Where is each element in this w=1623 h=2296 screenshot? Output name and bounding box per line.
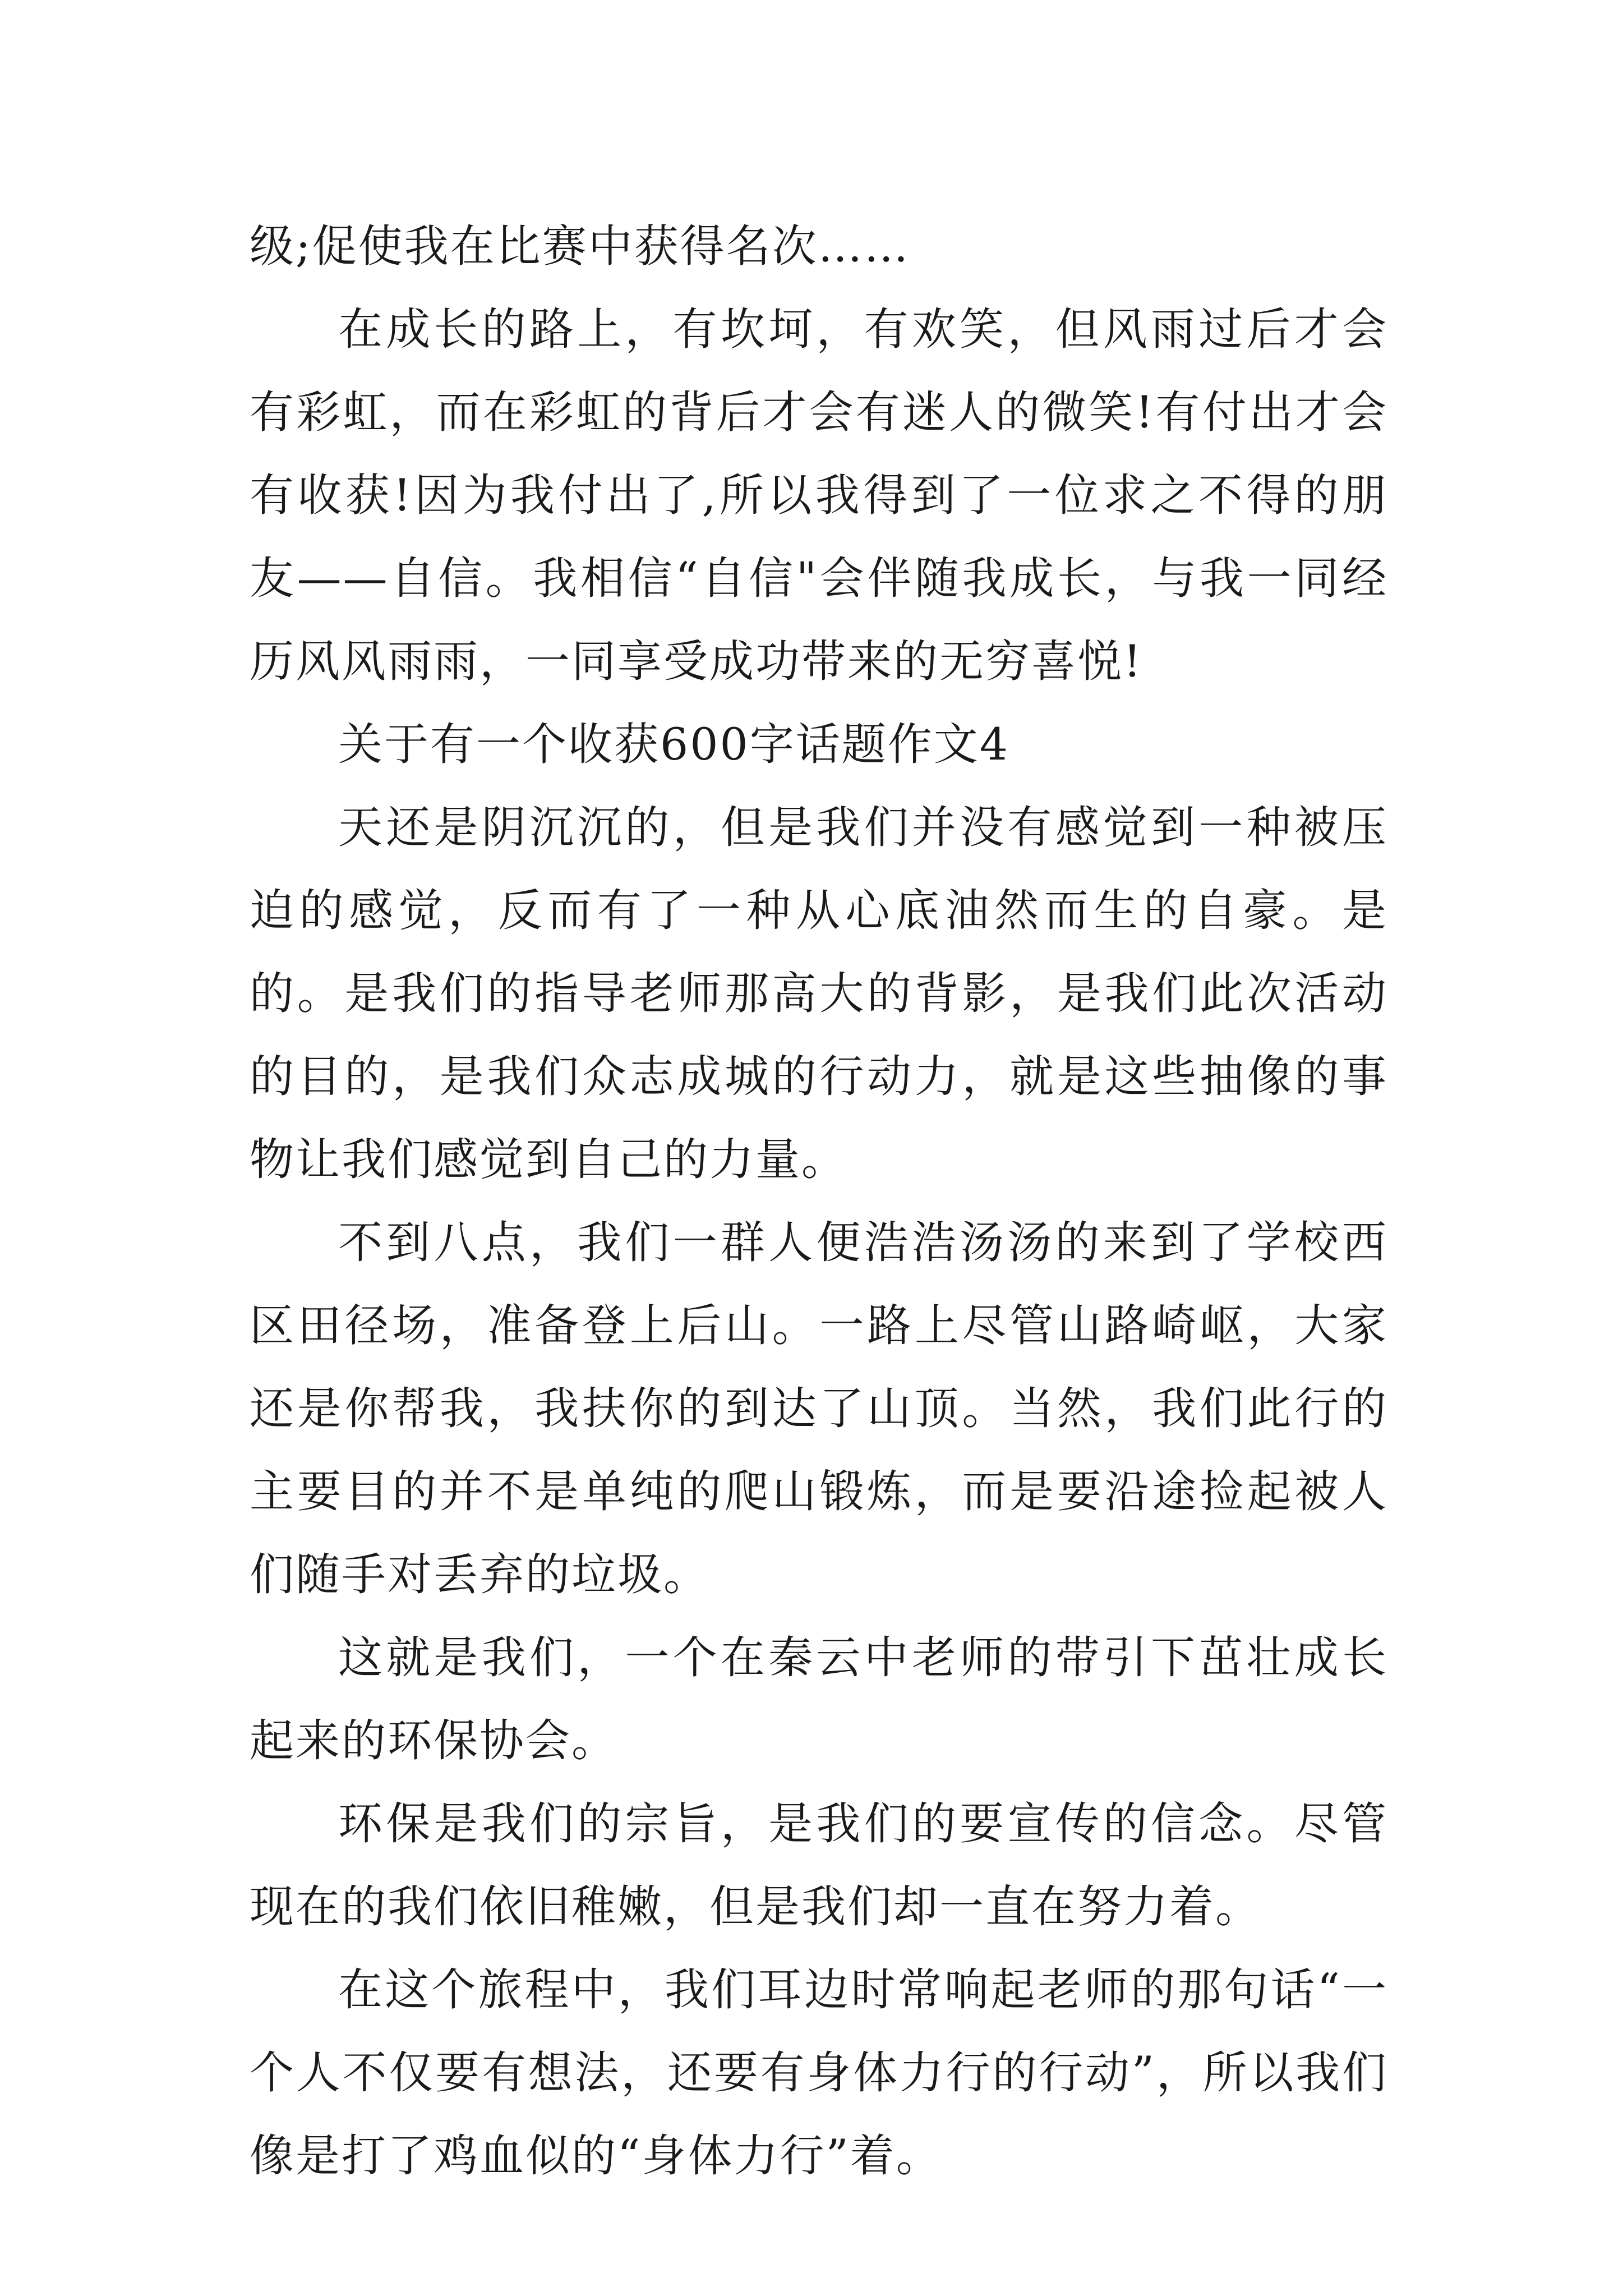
document-body bbox=[250, 205, 1388, 2197]
paragraph-purpose: 环保是我们的宗旨，是我们的要宣传的信念。尽管现在的我们依旧稚嫩，但是我们却一直在努力着。 bbox=[250, 1798, 1388, 1932]
paragraph-continuation: 级;促使我在比赛中获得名次…… bbox=[250, 220, 910, 272]
section-heading: 关于有一个收获600字话题作文4 bbox=[338, 719, 1010, 770]
paragraph-environmental-association: 这就是我们，一个在秦云中老师的带引下茁壮成长起来的环保协会。 bbox=[250, 1632, 1388, 1766]
paragraph-climbing-hill: 不到八点，我们一群人便浩浩汤汤的来到了学校西区田径场，准备登上后山。一路上尽管山路崎岖，大家还是你帮我，我扶你的到达了山顶。当然，我们此行的主要目的并不是单纯的爬山锻炼，而是要沿途捡起被人们随手对丢弃的垃圾。 bbox=[250, 1217, 1388, 1600]
paragraph-growth-rainbow: 在成长的路上，有坎坷，有欢笑，但风雨过后才会有彩虹，而在彩虹的背后才会有迷人的微笑!有付出才会有收获!因为我付出了,所以我得到了一位求之不得的朋友——自信。我相信“自信"会伴随我成长，与我一同经历风风雨雨，一同享受成功带来的无穷喜悦! bbox=[250, 303, 1388, 687]
paragraph-gloomy-sky: 天还是阴沉沉的，但是我们并没有感觉到一种被压迫的感觉，反而有了一种从心底油然而生的自豪。是的。是我们的指导老师那高大的背影，是我们此次活动的目的，是我们众志成城的行动力，就是这些抽像的事物让我们感觉到自己的力量。 bbox=[250, 802, 1388, 1185]
paragraph-teacher-words: 在这个旅程中，我们耳边时常响起老师的那句话“一个人不仅要有想法，还要有身体力行的行动”，所以我们像是打了鸡血似的“身体力行”着。 bbox=[250, 1964, 1388, 2182]
